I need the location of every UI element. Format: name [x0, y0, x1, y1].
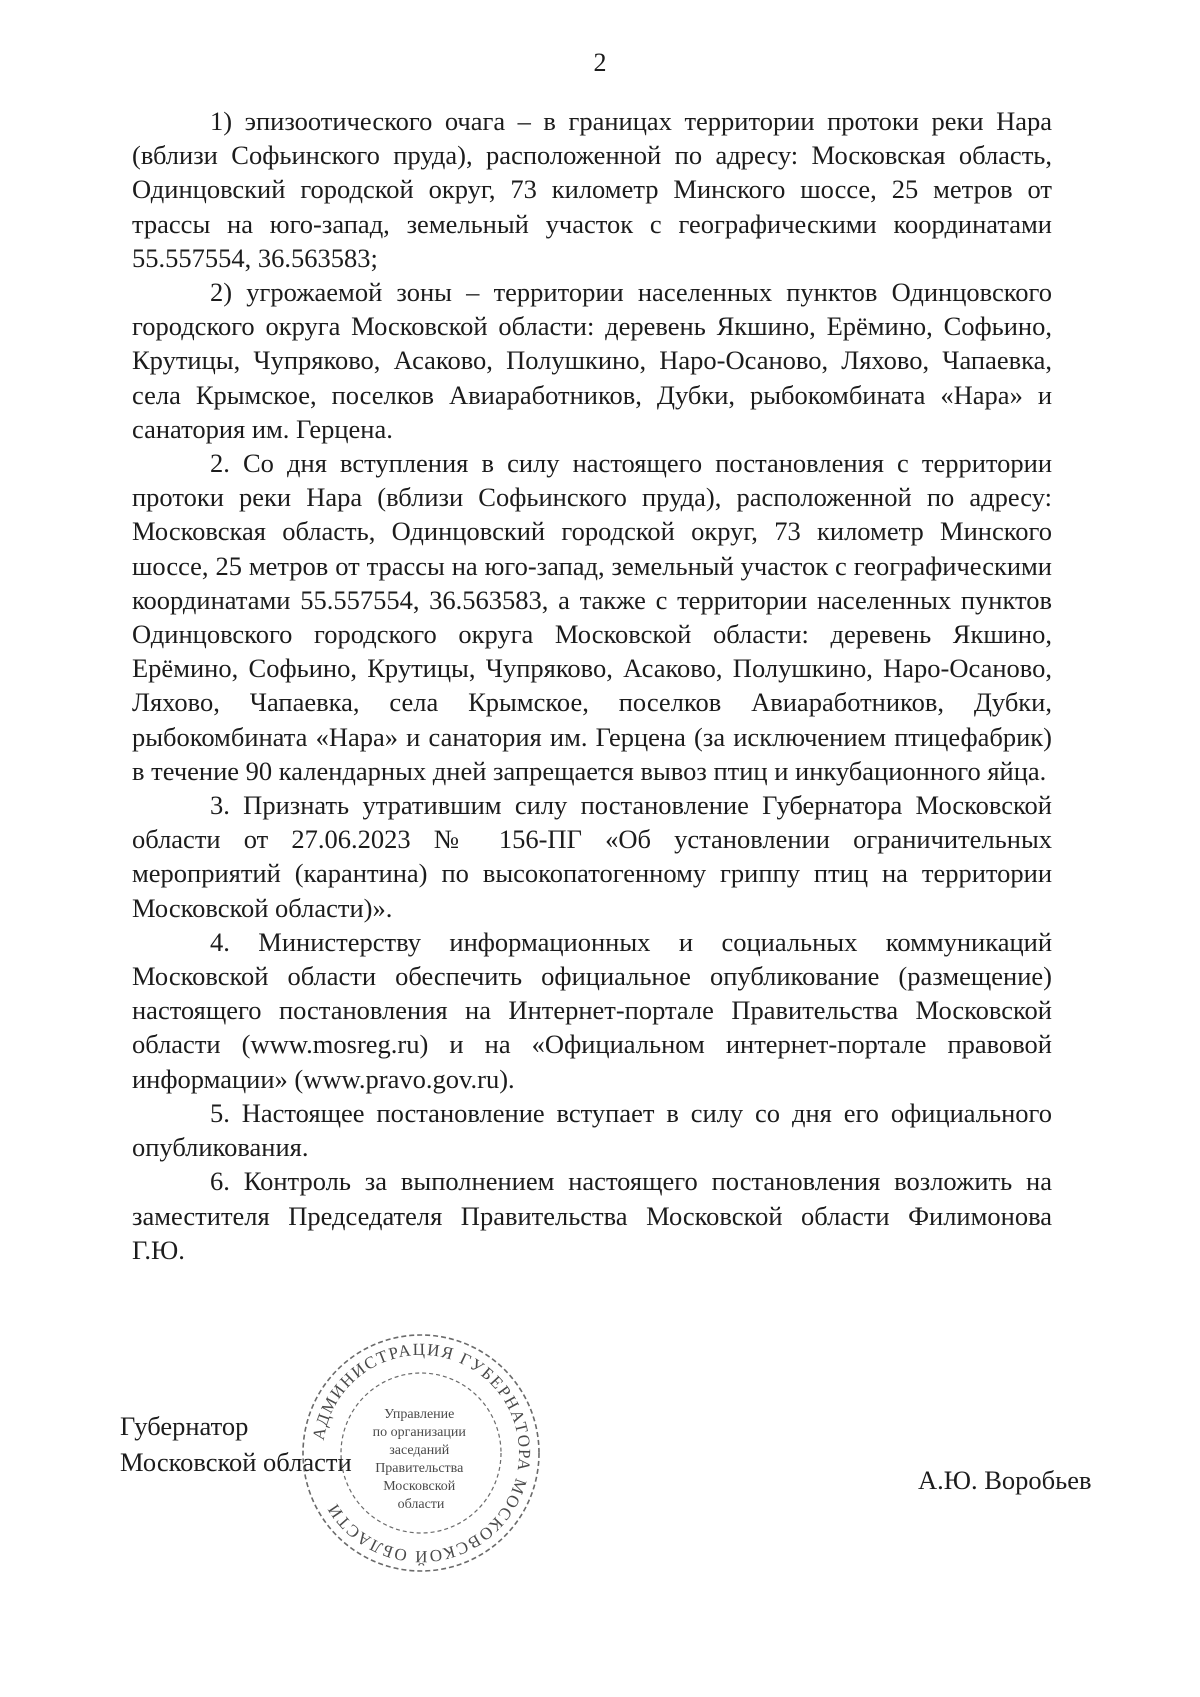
- official-seal-stamp: [300, 1332, 542, 1574]
- signatory-position-line-2: Московской области: [120, 1447, 352, 1477]
- seal-inner-line-1: Управление: [384, 1407, 455, 1422]
- signatory-name: А.Ю. Воробьев: [918, 1465, 1092, 1495]
- paragraph-item-1: 1) эпизоотического очага – в границах территории протоки реки Нара (вблизи Софьинского пруда), расположенной по адресу: Московская область, Одинцовский городской округ, 73 километр Минского шоссе, 25 метров от трассы на юго-запад, земельный участок с географическими координатами 55.557554, 36.563583;: [132, 106, 1052, 273]
- paragraph-section-5: 5. Настоящее постановление вступает в силу со дня его официального опубликования.: [132, 1097, 1052, 1163]
- seal-inner-line-4: Правительства: [375, 1461, 464, 1476]
- document-body: [132, 104, 1052, 1267]
- page-number: 2: [593, 48, 607, 77]
- paragraph-section-6: 6. Контроль за выполнением настоящего постановления возложить на заместителя Председателя Правительства Московской области Филимонова Г.Ю.: [132, 1166, 1052, 1265]
- seal-inner-text: [373, 1407, 470, 1512]
- paragraph-section-3: 3. Признать утратившим силу постановление Губернатора Московской области от 27.06.2023 № 156-ПГ «Об установлении ограничительных мероприятий (карантина) по высокопатогенному гриппу птиц на территории Московской области)».: [132, 790, 1052, 923]
- seal-outer-text: АДМИНИСТРАЦИЯ ГУБЕРНАТОРА МОСКОВСКОЙ ОБЛАСТИ: [308, 1339, 535, 1567]
- seal-inner-line-3: заседаний: [389, 1443, 450, 1458]
- seal-inner-line-6: области: [397, 1497, 445, 1512]
- paragraph-item-2: 2) угрожаемой зоны – территории населенных пунктов Одинцовского городского округа Московской области: деревень Якшино, Ерёмино, Софьино, Крутицы, Чупряково, Асаково, Полушкино, Наро-Осаново, Ляхово, Чапаевка, села Крымское, поселков Авиаработников, Дубки, рыбокомбината «Нара» и санатория им. Герцена.: [132, 277, 1052, 444]
- paragraph-section-4: 4. Министерству информационных и социальных коммуникаций Московской области обеспечить официальное опубликование (размещение) настоящего постановления на Интернет-портале Правительства Московской области (www.mosreg.ru) и на «Официальном интернет-портале правовой информации» (www.pravo.gov.ru).: [132, 926, 1052, 1094]
- signatory-position-line-1: Губернатор: [120, 1411, 249, 1441]
- paragraph-section-2: 2. Со дня вступления в силу настоящего постановления с территории протоки реки Нара (вблизи Софьинского пруда), расположенной по адресу: Московская область, Одинцовский городской округ, 73 километр Минского шоссе, 25 метров от трассы на юго-запад, земельный участок с географическими координатами 55.557554, 36.563583, а также с территории населенных пунктов Одинцовского городского округа Московской области: деревень Якшино, Ерёмино, Софьино, Крутицы, Чупряково, Асаково, Полушкино, Наро-Осаново, Ляхово, Чапаевка, села Крымское, поселков Авиаработников, Дубки, рыбокомбината «Нара» и санатория им. Герцена (за исключением птицефабрик) в течение 90 календарных дней запрещается вывоз птиц и инкубационного яйца.: [132, 448, 1052, 786]
- seal-inner-line-5: Московской: [383, 1479, 456, 1494]
- seal-inner-line-2: по организации: [372, 1425, 466, 1440]
